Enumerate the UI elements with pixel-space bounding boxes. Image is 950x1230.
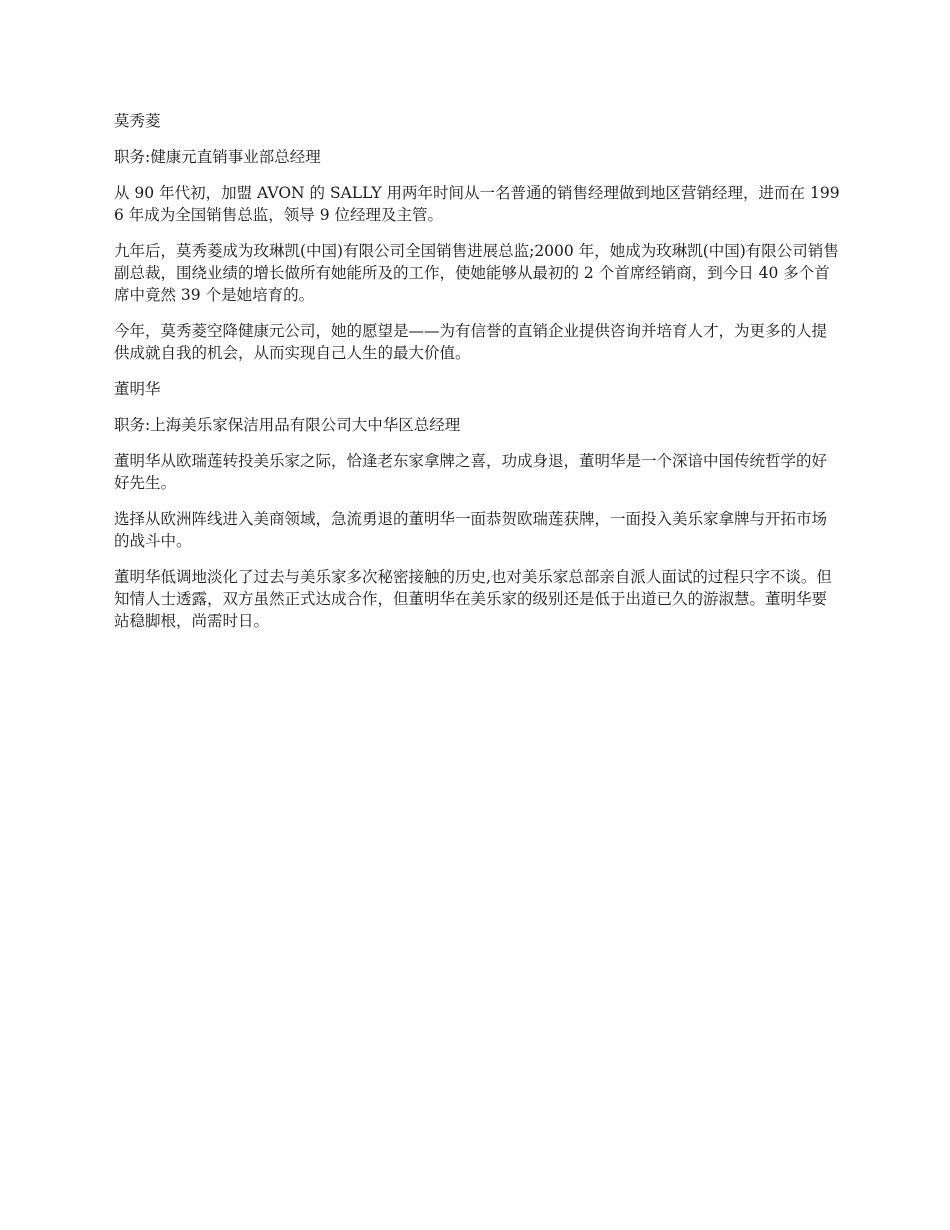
body-paragraph: 董明华低调地淡化了过去与美乐家多次秘密接触的历史,也对美乐家总部亲自派人面试的过程只字不谈。但知情人士透露，双方虽然正式达成合作，但董明华在美乐家的级别还是低于出道已久的游淑慧。董明华要站稳脚根，尚需时日。 [114,568,832,630]
job-title: 职务:上海美乐家保洁用品有限公司大中华区总经理 [114,416,461,434]
body-paragraph: 从 90 年代初，加盟 AVON 的 SALLY 用两年时间从一名普通的销售经理做到地区营销经理，进而在 1996 年成为全国销售总监，领导 9 位经理及主管。 [114,184,840,224]
job-title: 职务:健康元直销事业部总经理 [114,148,321,166]
person-name-heading: 董明华 [114,380,161,398]
person-name-heading: 莫秀菱 [114,112,161,130]
body-paragraph: 今年，莫秀菱空降健康元公司，她的愿望是——为有信誉的直销企业提供咨询并培育人才，为更多的人提供成就自我的机会，从而实现自己人生的最大价值。 [114,322,828,362]
body-paragraph: 选择从欧洲阵线进入美商领域，急流勇退的董明华一面恭贺欧瑞莲获牌，一面投入美乐家拿牌与开拓市场的战斗中。 [114,510,828,550]
body-paragraph: 董明华从欧瑞莲转投美乐家之际，恰逢老东家拿牌之喜，功成身退，董明华是一个深谙中国传统哲学的好好先生。 [114,452,828,492]
document-body [114,110,842,646]
body-paragraph: 九年后，莫秀菱成为玫琳凯(中国)有限公司全国销售进展总监;2000 年，她成为玫琳凯(中国)有限公司销售副总裁，围绕业绩的增长做所有她能所及的工作，使她能够从最初的 2 个首席经销商，到今日 40 多个首席中竟然 39 个是她培育的。 [114,242,839,304]
